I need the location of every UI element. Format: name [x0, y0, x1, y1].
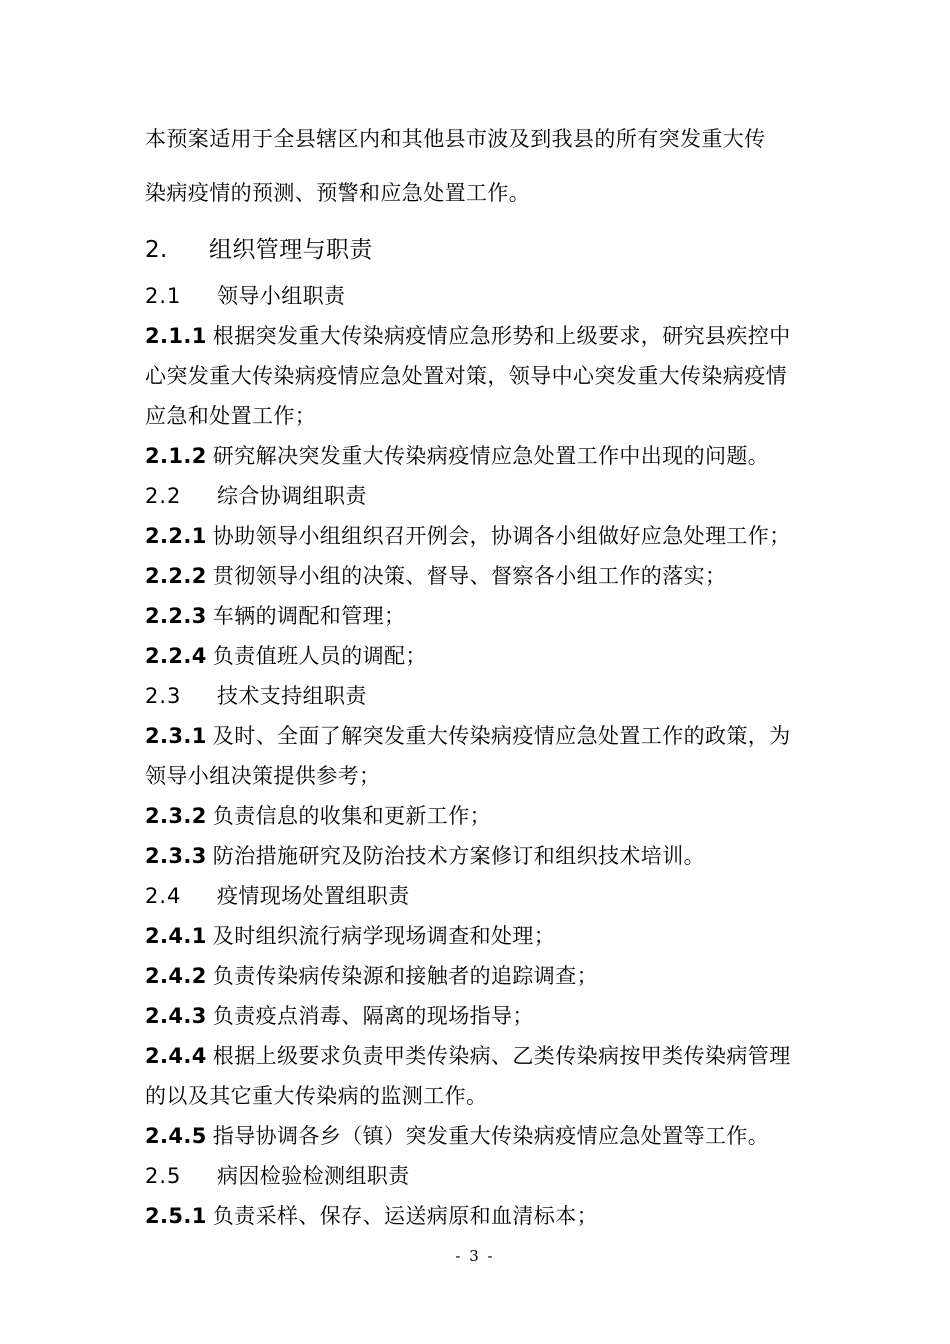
section-title: 组织管理与职责 — [209, 237, 373, 263]
subsection-heading-2-3 — [145, 676, 817, 716]
item-number: 2.3.3 — [145, 844, 207, 868]
item-text: 负责采样、保存、运送病原和血清标本； — [212, 1204, 598, 1228]
item-number: 2.2.2 — [145, 564, 207, 588]
item-number: 2.2.4 — [145, 644, 207, 668]
item-text: 及时组织流行病学现场调查和处理； — [212, 924, 556, 948]
subsection-title: 病因检验检测组职责 — [217, 1164, 410, 1188]
item-number: 2.2.3 — [145, 604, 207, 628]
item-text: 研究解决突发重大传染病疫情应急处置工作中出现的问题。 — [212, 444, 770, 468]
subsection-heading-2-2 — [145, 476, 817, 516]
document-page — [145, 112, 817, 1236]
item-2-1-2 — [145, 436, 817, 476]
item-text: 负责值班人员的调配； — [212, 644, 427, 668]
item-2-3-3 — [145, 836, 817, 876]
item-number: 2.4.5 — [145, 1124, 207, 1148]
intro-line-1: 本预案适用于全县辖区内和其他县市波及到我县的所有突发重大传 — [145, 127, 766, 151]
item-number: 2.4.2 — [145, 964, 207, 988]
item-2-3-1 — [145, 716, 817, 756]
item-number: 2.3.1 — [145, 724, 207, 748]
item-text: 防治措施研究及防治技术方案修订和组织技术培训。 — [212, 844, 705, 868]
subsection-title: 领导小组职责 — [217, 284, 346, 308]
subsection-title: 综合协调组职责 — [217, 484, 367, 508]
item-text: 及时、全面了解突发重大传染病疫情应急处置工作的政策，为 — [212, 724, 791, 748]
subsection-heading-2-1 — [145, 276, 817, 316]
subsection-number: 2.1 — [145, 284, 182, 308]
page-number: - 3 - — [455, 1247, 495, 1265]
item-number: 2.1.1 — [145, 324, 207, 348]
item-text: 根据上级要求负责甲类传染病、乙类传染病按甲类传染病管理 — [212, 1044, 791, 1068]
item-text: 贯彻领导小组的决策、督导、督察各小组工作的落实； — [212, 564, 727, 588]
subsection-number: 2.3 — [145, 684, 182, 708]
subsection-heading-2-4 — [145, 876, 817, 916]
item-2-4-4 — [145, 1036, 817, 1076]
item-number: 2.4.1 — [145, 924, 207, 948]
item-2-4-4-cont: 的以及其它重大传染病的监测工作。 — [145, 1084, 488, 1108]
item-2-2-2 — [145, 556, 817, 596]
item-2-4-5 — [145, 1116, 817, 1156]
subsection-number: 2.5 — [145, 1164, 182, 1188]
item-text: 协助领导小组组织召开例会，协调各小组做好应急处理工作； — [212, 524, 791, 548]
item-text: 根据突发重大传染病疫情应急形势和上级要求，研究县疾控中 — [212, 324, 791, 348]
item-number: 2.4.4 — [145, 1044, 207, 1068]
subsection-heading-2-5 — [145, 1156, 817, 1196]
subsection-title: 疫情现场处置组职责 — [217, 884, 410, 908]
item-number: 2.4.3 — [145, 1004, 207, 1028]
subsection-title: 技术支持组职责 — [217, 684, 367, 708]
item-text: 负责传染病传染源和接触者的追踪调查； — [212, 964, 598, 988]
subsection-number: 2.2 — [145, 484, 182, 508]
item-2-1-1 — [145, 316, 817, 356]
item-2-2-4 — [145, 636, 817, 676]
item-2-1-1-cont-1: 心突发重大传染病疫情应急处置对策，领导中心突发重大传染病疫情 — [145, 364, 787, 388]
item-number: 2.5.1 — [145, 1204, 207, 1228]
item-number: 2.3.2 — [145, 804, 207, 828]
intro-line-2: 染病疫情的预测、预警和应急处置工作。 — [145, 181, 531, 205]
item-2-5-1 — [145, 1196, 817, 1236]
item-text: 车辆的调配和管理； — [212, 604, 406, 628]
item-2-4-3 — [145, 996, 817, 1036]
item-2-3-2 — [145, 796, 817, 836]
item-text: 负责疫点消毒、隔离的现场指导； — [212, 1004, 534, 1028]
item-2-3-1-cont: 领导小组决策提供参考； — [145, 764, 381, 788]
item-number: 2.1.2 — [145, 444, 207, 468]
item-2-2-1 — [145, 516, 817, 556]
subsection-number: 2.4 — [145, 884, 182, 908]
section-heading-2 — [145, 228, 817, 272]
item-2-4-1 — [145, 916, 817, 956]
item-number: 2.2.1 — [145, 524, 207, 548]
item-2-4-2 — [145, 956, 817, 996]
section-number: 2. — [145, 237, 168, 263]
item-text: 指导协调各乡（镇）突发重大传染病疫情应急处置等工作。 — [212, 1124, 770, 1148]
item-2-1-1-cont-2: 应急和处置工作； — [145, 404, 317, 428]
item-2-2-3 — [145, 596, 817, 636]
item-text: 负责信息的收集和更新工作； — [212, 804, 491, 828]
